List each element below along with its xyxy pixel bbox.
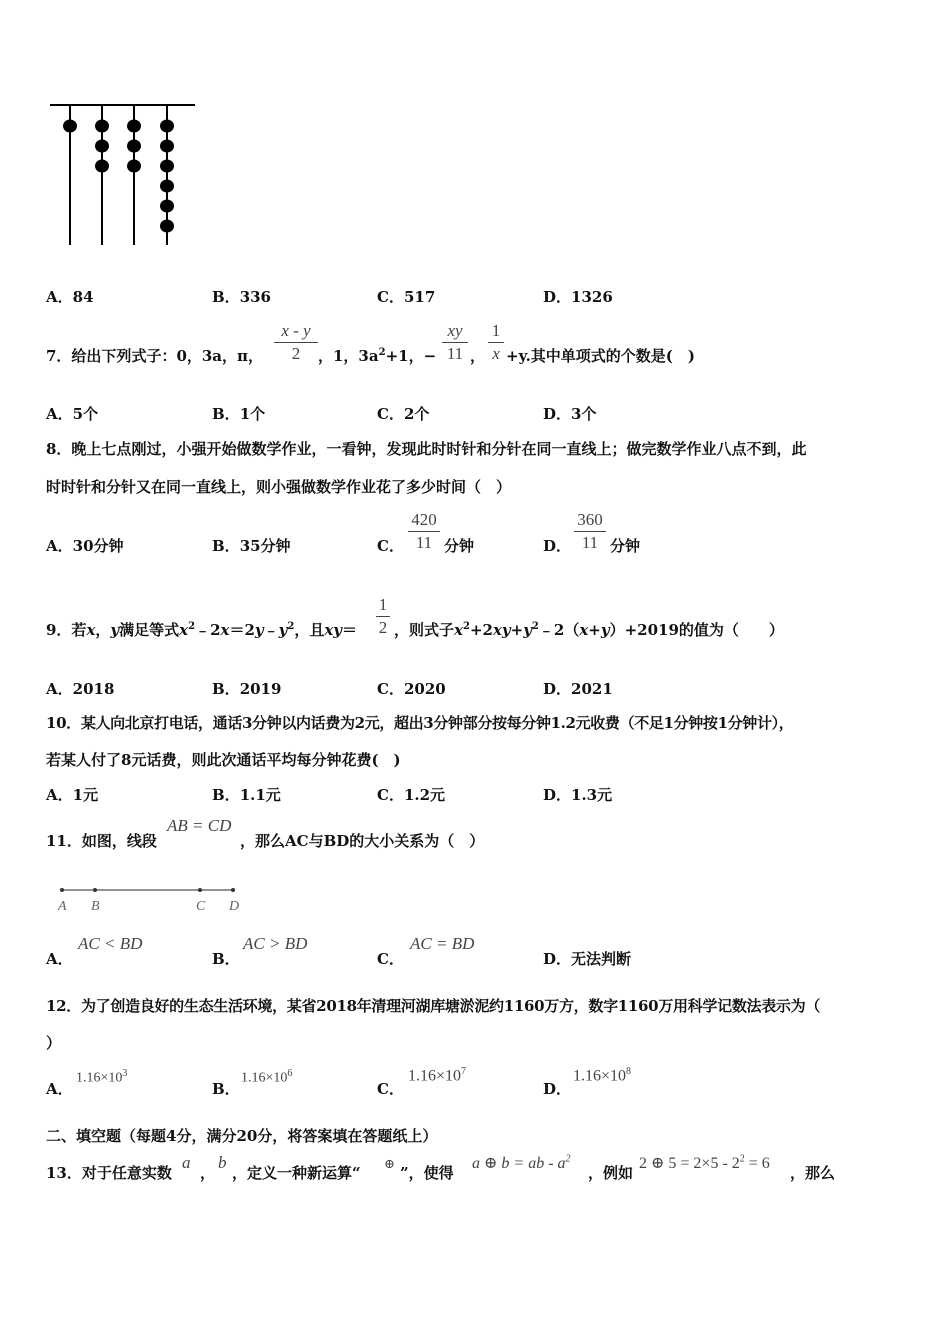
q8-option-d-unit: 分钟 <box>610 537 641 555</box>
abacus-beads <box>63 120 174 233</box>
q8-option-d[interactable]: D． <box>543 537 572 555</box>
q13-example: 2 ⊕ $5 = 2\times 5 - 2^2 = 6$ <box>639 1153 770 1172</box>
q12-option-c-value: $1.16\times 10^7$ <box>408 1066 467 1085</box>
point-a <box>60 888 64 892</box>
q12-option-b[interactable]: B． <box>212 1080 240 1098</box>
label-c: C <box>196 899 206 914</box>
q6-option-a[interactable]: A．84 <box>46 288 94 306</box>
q9-option-d[interactable]: D．2021 <box>543 680 613 698</box>
point-c <box>198 888 202 892</box>
q8-option-c[interactable]: C． <box>377 537 404 555</box>
q11-option-b[interactable]: B． <box>212 950 240 968</box>
q12-option-a-value: $1.16\times 10^3$ <box>76 1068 128 1086</box>
q9-text-b: ，则式子$x^2+2xy+y^2﹣2(x+y)+2019$的值为（ ） <box>394 621 784 639</box>
q9-option-c[interactable]: C．2020 <box>377 680 446 698</box>
q7-option-c[interactable]: C．2个 <box>377 405 430 423</box>
q7-option-a[interactable]: A．5个 <box>46 405 99 423</box>
q8-option-c-unit: 分钟 <box>444 537 475 555</box>
q9-text-a: 9．若x，y满足等式$x^2﹣2x=2y﹣y^2$，且xy＝ <box>46 621 358 639</box>
q7-sep: ， <box>470 347 486 365</box>
q12-option-d-value: $1.16\times 10^8$ <box>573 1066 632 1085</box>
q13-operator: ⊕ <box>384 1156 395 1171</box>
q7-fraction-1: x - y 2 <box>272 320 320 365</box>
q11-prefix: 11．如图，线段 <box>46 832 157 850</box>
q8-line-1: 8．晚上七点刚过，小强开始做数学作业，一看钟，发现此时时针和分针在同一直线上；做完数学作业八点不到，此 <box>46 440 807 458</box>
q9-option-b[interactable]: B．2019 <box>212 680 282 698</box>
q9-fraction: 1 2 <box>374 594 392 639</box>
q7-fraction-2: xy 11 <box>440 320 470 365</box>
q13-comma: ， <box>200 1164 216 1182</box>
q13-a: a <box>182 1153 191 1172</box>
q7-option-d[interactable]: D．3个 <box>543 405 597 423</box>
q11-segment-diagram <box>52 880 252 916</box>
q11-suffix: ，那么AC与BD的大小关系为（ ） <box>240 832 485 850</box>
q7-fraction-3: 1 x <box>486 320 506 365</box>
label-b: B <box>91 899 100 914</box>
q12-option-d[interactable]: D． <box>543 1080 572 1098</box>
q13-b: b <box>218 1153 227 1172</box>
point-d <box>231 888 235 892</box>
q10-option-c[interactable]: C．1.2元 <box>377 786 446 804</box>
q13-definition: a ⊕ b = ab - $a^2$ <box>472 1153 571 1172</box>
q13-p2: ，定义一种新运算“ <box>232 1164 361 1182</box>
q13-p5: ，那么 <box>790 1164 836 1182</box>
q7-suffix: +y.其中单项式的个数是( ) <box>506 347 695 365</box>
q12-option-b-value: $1.16\times 10^6$ <box>241 1068 293 1086</box>
q8-option-b[interactable]: B．35分钟 <box>212 537 291 555</box>
q13-p4: ，例如 <box>588 1164 634 1182</box>
q8-option-c-fraction: 420 11 <box>406 509 442 554</box>
q10-option-a[interactable]: A．1元 <box>46 786 99 804</box>
q11-option-b-formula: AC > BD <box>243 934 308 953</box>
q12-option-a[interactable]: A． <box>46 1080 73 1098</box>
q9-option-a[interactable]: A．2018 <box>46 680 115 698</box>
q11-formula: AB = CD <box>167 816 232 835</box>
q7-option-b[interactable]: B．1个 <box>212 405 266 423</box>
q11-option-c-formula: AC = BD <box>410 934 475 953</box>
q6-option-c[interactable]: C．517 <box>377 288 436 306</box>
q13-p1: 13．对于任意实数 <box>46 1164 172 1182</box>
q13-p3: ”，使得 <box>400 1164 454 1182</box>
section-2-title: 二、填空题（每题4分，满分20分，将答案填在答题纸上） <box>46 1127 438 1145</box>
q6-option-b[interactable]: B．336 <box>212 288 271 306</box>
q7-prefix: 7．给出下列式子：0，3a，π， <box>46 347 264 365</box>
q7-mid: ，1，$3a^2+1$，− <box>318 347 437 365</box>
q10-line-1: 10．某人向北京打电话，通话3分钟以内话费为2元，超出3分钟部分按每分钟1.2元收费（不足1分钟按1分钟计）， <box>46 714 794 732</box>
q8-option-d-fraction: 360 11 <box>572 509 608 554</box>
q10-line-2: 若某人付了8元话费，则此次通话平均每分钟花费( ) <box>46 751 401 769</box>
q6-option-d[interactable]: D．1326 <box>543 288 613 306</box>
q11-option-d[interactable]: D．无法判断 <box>543 950 632 968</box>
abacus-figure <box>45 98 205 250</box>
point-b <box>93 888 97 892</box>
q12-line-2: ） <box>46 1034 62 1052</box>
q11-option-c[interactable]: C． <box>377 950 404 968</box>
q10-option-b[interactable]: B．1.1元 <box>212 786 281 804</box>
label-a: A <box>58 899 67 914</box>
q12-line-1: 12．为了创造良好的生态生活环境，某省2018年清理河湖库塘淤泥约1160万方，数字1160万用科学记数法表示为（ <box>46 997 821 1015</box>
q8-option-a[interactable]: A．30分钟 <box>46 537 124 555</box>
q11-option-a-formula: AC < BD <box>78 934 143 953</box>
q10-option-d[interactable]: D．1.3元 <box>543 786 613 804</box>
q12-option-c[interactable]: C． <box>377 1080 404 1098</box>
q8-line-2: 时时针和分针又在同一直线上，则小强做数学作业花了多少时间（ ） <box>46 478 512 496</box>
label-d: D <box>229 899 240 914</box>
q11-option-a[interactable]: A． <box>46 950 73 968</box>
